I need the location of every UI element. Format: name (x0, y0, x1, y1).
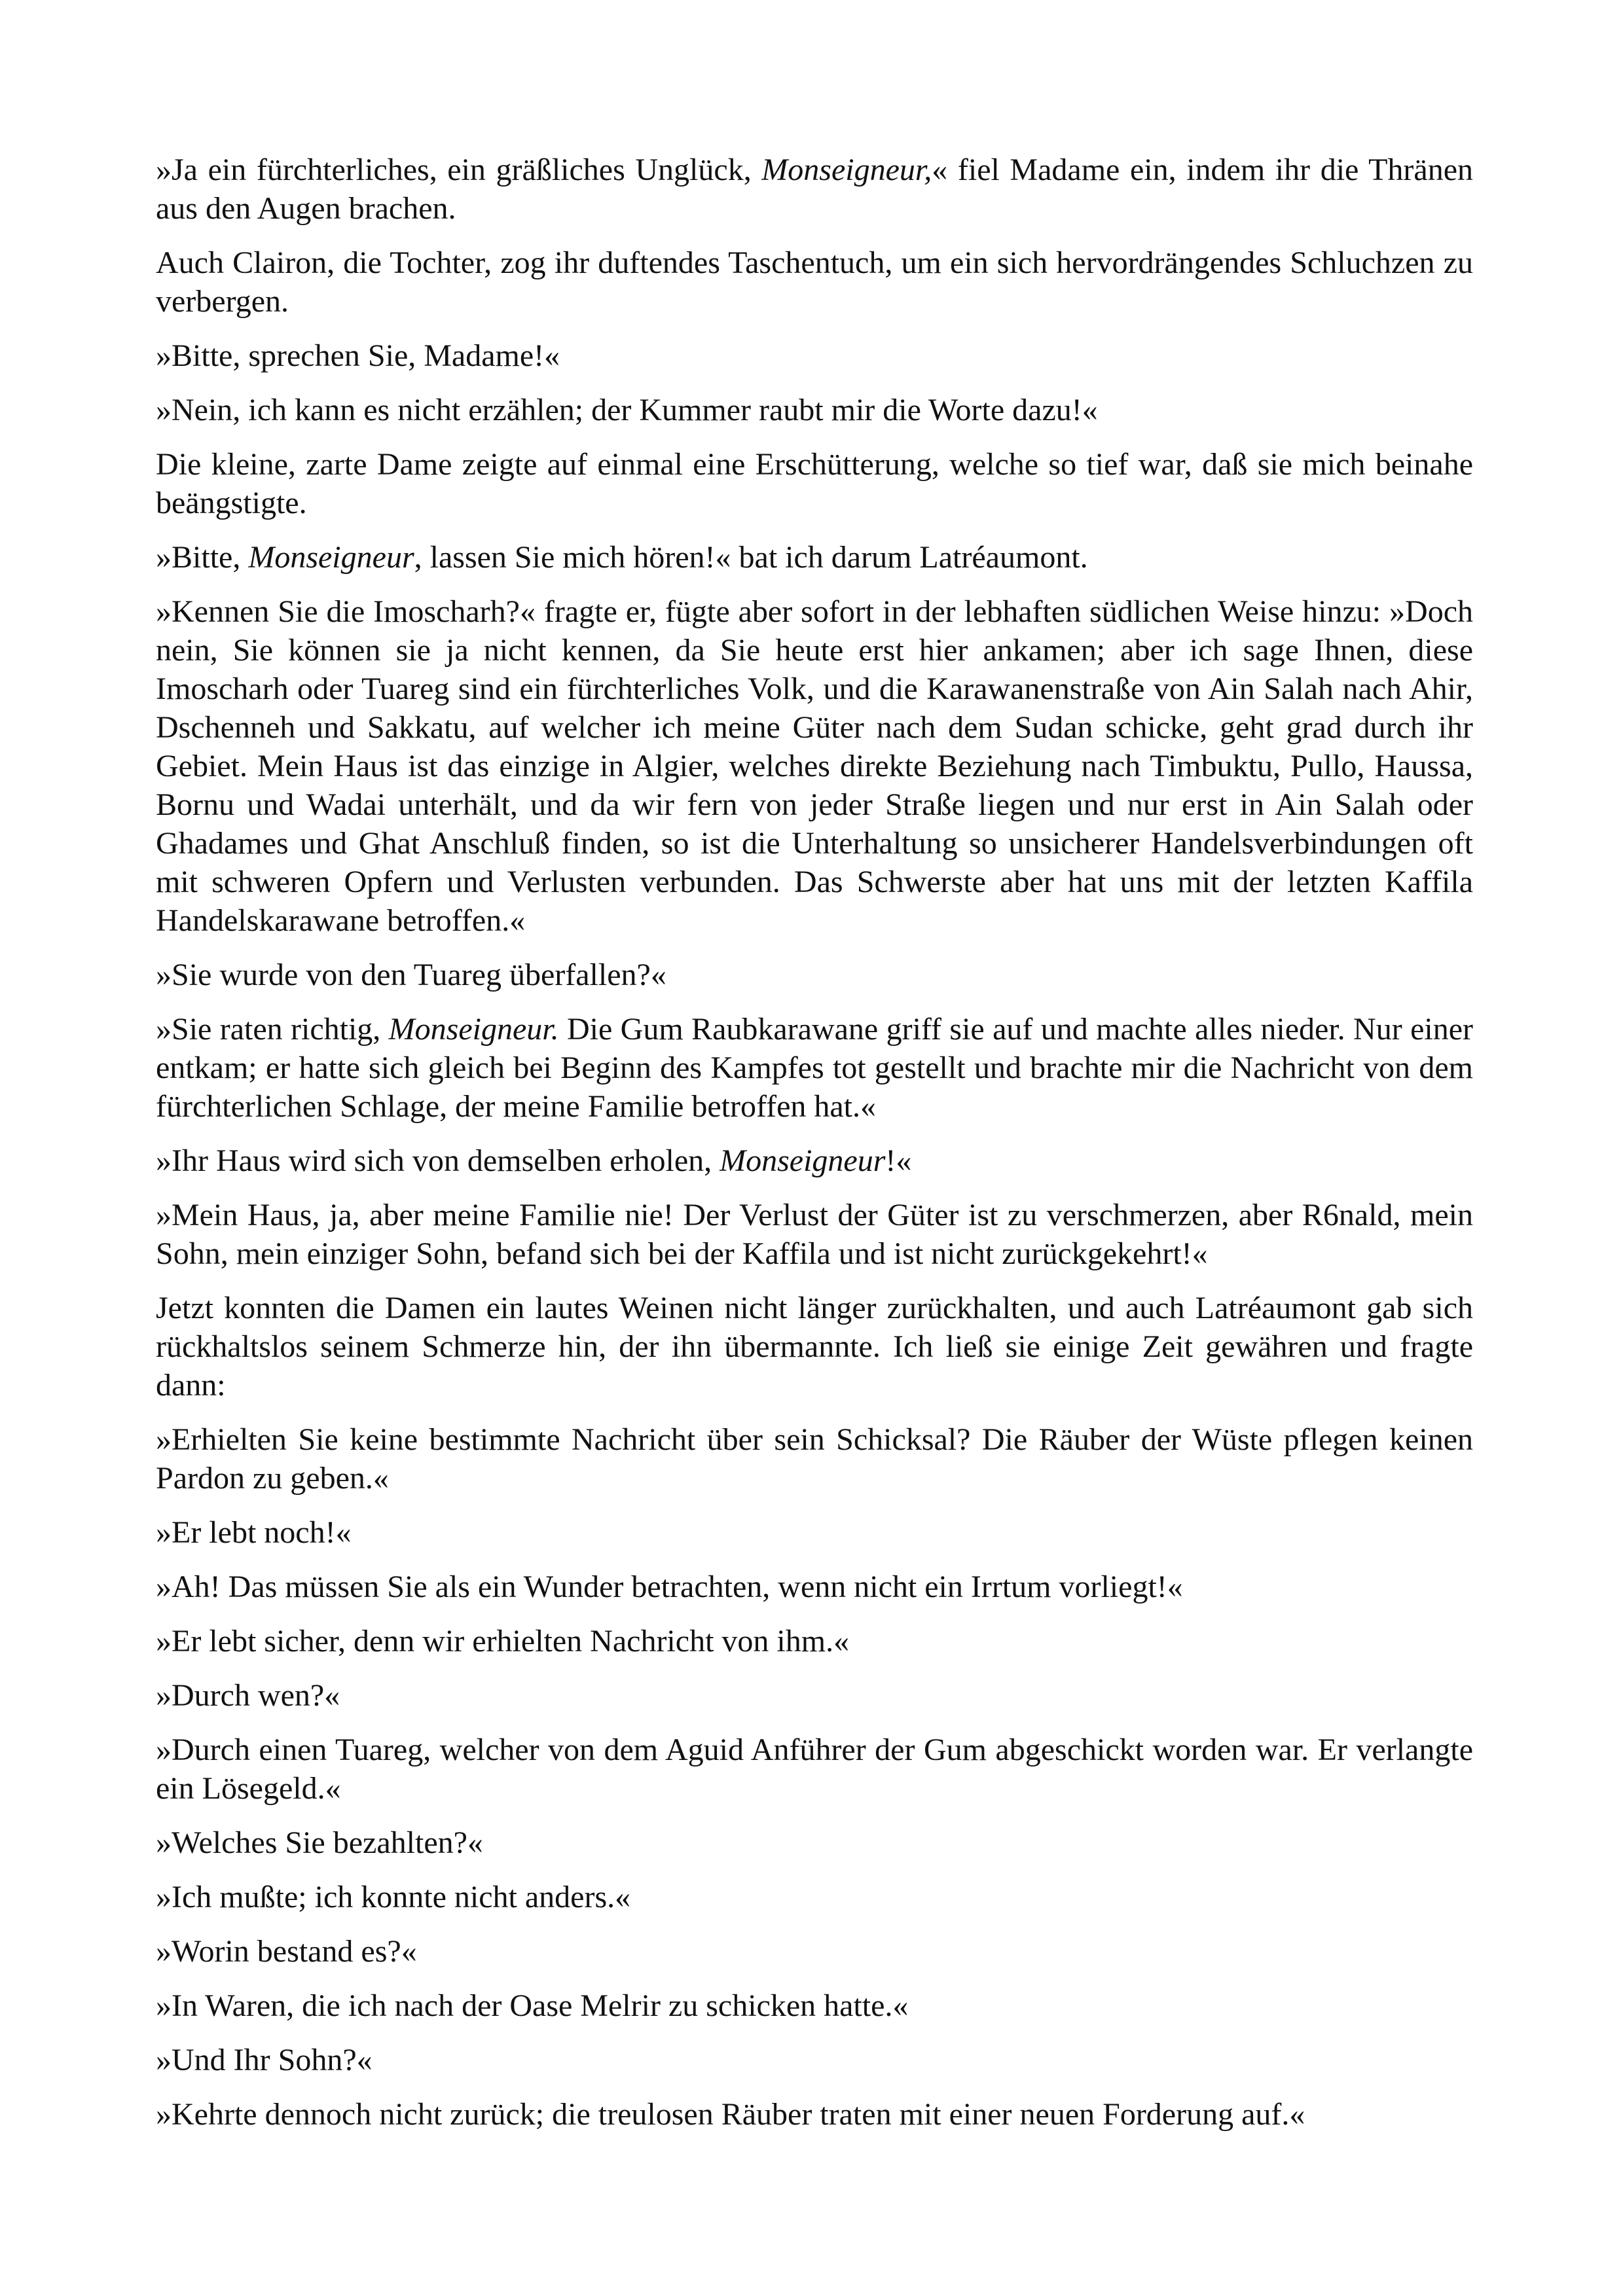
document-body (156, 151, 1473, 2134)
text-segment: , lassen Sie mich hören!« bat ich darum Latréaumont. (414, 540, 1088, 575)
paragraph (156, 2041, 1473, 2079)
paragraph (156, 1823, 1473, 1862)
text-segment: »Er lebt sicher, denn wir erhielten Nachricht von ihm.« (156, 1624, 850, 1659)
paragraph (156, 1568, 1473, 1606)
text-segment: »Bitte, sprechen Sie, Madame!« (156, 338, 560, 373)
paragraph (156, 538, 1473, 577)
paragraph (156, 243, 1473, 321)
text-segment: »Durch einen Tuareg, welcher von dem Aguid Anführer der Gum abgeschickt worden war. Er verlangte ein Lösegeld.« (156, 1732, 1473, 1806)
text-segment: Auch Clairon, die Tochter, zog ihr duftendes Taschentuch, um ein sich hervordrängendes Schluchzen zu verbergen. (156, 245, 1473, 319)
text-segment: »Worin bestand es?« (156, 1934, 417, 1969)
paragraph (156, 1420, 1473, 1498)
text-segment: »Ja ein fürchterliches, ein gräßliches Unglück, (156, 152, 762, 187)
italic-text: Monseigneur (720, 1143, 886, 1178)
paragraph (156, 1622, 1473, 1660)
text-segment: Die Gum Raubkarawane griff sie auf und machte alles nieder. Nur einer entkam; er hatte sich gleich bei Beginn des Kampfes tot gestellt und brachte mir die Nachricht von dem fürchterlichen Schlage, der meine Familie betroffen hat.« (156, 1012, 1473, 1124)
text-segment: »Ich mußte; ich konnte nicht anders.« (156, 1880, 631, 1914)
text-segment: !« (885, 1143, 912, 1178)
paragraph (156, 1196, 1473, 1273)
text-segment: »Sie wurde von den Tuareg überfallen?« (156, 958, 666, 992)
paragraph (156, 1878, 1473, 1916)
text-segment: Jetzt konnten die Damen ein lautes Weinen nicht länger zurückhalten, und auch Latréaumont gab sich rückhaltslos seinem Schmerze hin, der ihn übermannte. Ich ließ sie einige Zeit gewähren und fragte dann: (156, 1291, 1473, 1403)
paragraph (156, 1010, 1473, 1126)
paragraph (156, 391, 1473, 429)
text-segment: »Welches Sie bezahlten?« (156, 1825, 483, 1860)
text-segment: »Kehrte dennoch nicht zurück; die treulosen Räuber traten mit einer neuen Forderung auf.« (156, 2097, 1305, 2132)
paragraph (156, 592, 1473, 940)
paragraph (156, 1141, 1473, 1180)
paragraph (156, 956, 1473, 994)
italic-text: Monseigneur (248, 540, 414, 575)
text-segment: »Nein, ich kann es nicht erzählen; der Kummer raubt mir die Worte dazu!« (156, 393, 1098, 427)
text-segment: »Bitte, (156, 540, 249, 575)
text-segment: »Erhielten Sie keine bestimmte Nachricht über sein Schicksal? Die Räuber der Wüste pflegen keinen Pardon zu geben.« (156, 1422, 1473, 1496)
paragraph (156, 2095, 1473, 2134)
paragraph (156, 1731, 1473, 1808)
paragraph (156, 1289, 1473, 1405)
text-segment: »Durch wen?« (156, 1678, 340, 1713)
italic-text: Monseigneur. (388, 1012, 559, 1047)
text-segment: »Mein Haus, ja, aber meine Familie nie! Der Verlust der Güter ist zu verschmerzen, aber R6nald, mein Sohn, mein einziger Sohn, befand sich bei der Kaffila und ist nicht zurückgekehrt!« (156, 1198, 1473, 1271)
paragraph (156, 336, 1473, 375)
text-segment: »Kennen Sie die Imoscharh?« fragte er, fügte aber sofort in der lebhaften südlichen Weise hinzu: »Doch nein, Sie können sie ja nicht kennen, da Sie heute erst hier ankamen; aber ich sage Ihnen, diese Imoscharh oder Tuareg sind ein fürchterliches Volk, und die Karawanenstraße von Ain Salah nach Ahir, Dschenneh und Sakkatu, auf welcher ich meine Güter nach dem Sudan schicke, geht grad durch ihr Gebiet. Mein Haus ist das einzige in Algier, welches direkte Beziehung nach Timbuktu, Pullo, Haussa, Bornu und Wadai unterhält, und da wir fern von jeder Straße liegen und nur erst in Ain Salah oder Ghadames und Ghat Anschluß finden, so ist die Unterhaltung so unsicherer Handelsverbindungen oft mit schweren Opfern und Verlusten verbunden. Das Schwerste aber hat uns mit der letzten Kaffila Handelskarawane betroffen.« (156, 594, 1473, 938)
text-segment: »Und Ihr Sohn?« (156, 2043, 373, 2077)
paragraph (156, 445, 1473, 522)
text-segment: »In Waren, die ich nach der Oase Melrir zu schicken hatte.« (156, 1988, 909, 2023)
paragraph (156, 1513, 1473, 1552)
paragraph (156, 151, 1473, 228)
text-segment: « fiel Madame ein, indem ihr die Thränen aus den Augen brachen. (156, 152, 1473, 226)
document-page (156, 151, 1473, 2149)
text-segment: »Er lebt noch!« (156, 1515, 352, 1550)
italic-text: Monseigneur, (761, 152, 932, 187)
text-segment: »Ah! Das müssen Sie als ein Wunder betrachten, wenn nicht ein Irrtum vorliegt!« (156, 1570, 1183, 1604)
text-segment: Die kleine, zarte Dame zeigte auf einmal eine Erschütterung, welche so tief war, daß sie mich beinahe beängstigte. (156, 447, 1473, 520)
paragraph (156, 1676, 1473, 1715)
paragraph (156, 1932, 1473, 1971)
text-segment: »Ihr Haus wird sich von demselben erholen, (156, 1143, 720, 1178)
text-segment: »Sie raten richtig, (156, 1012, 389, 1047)
paragraph (156, 1986, 1473, 2025)
